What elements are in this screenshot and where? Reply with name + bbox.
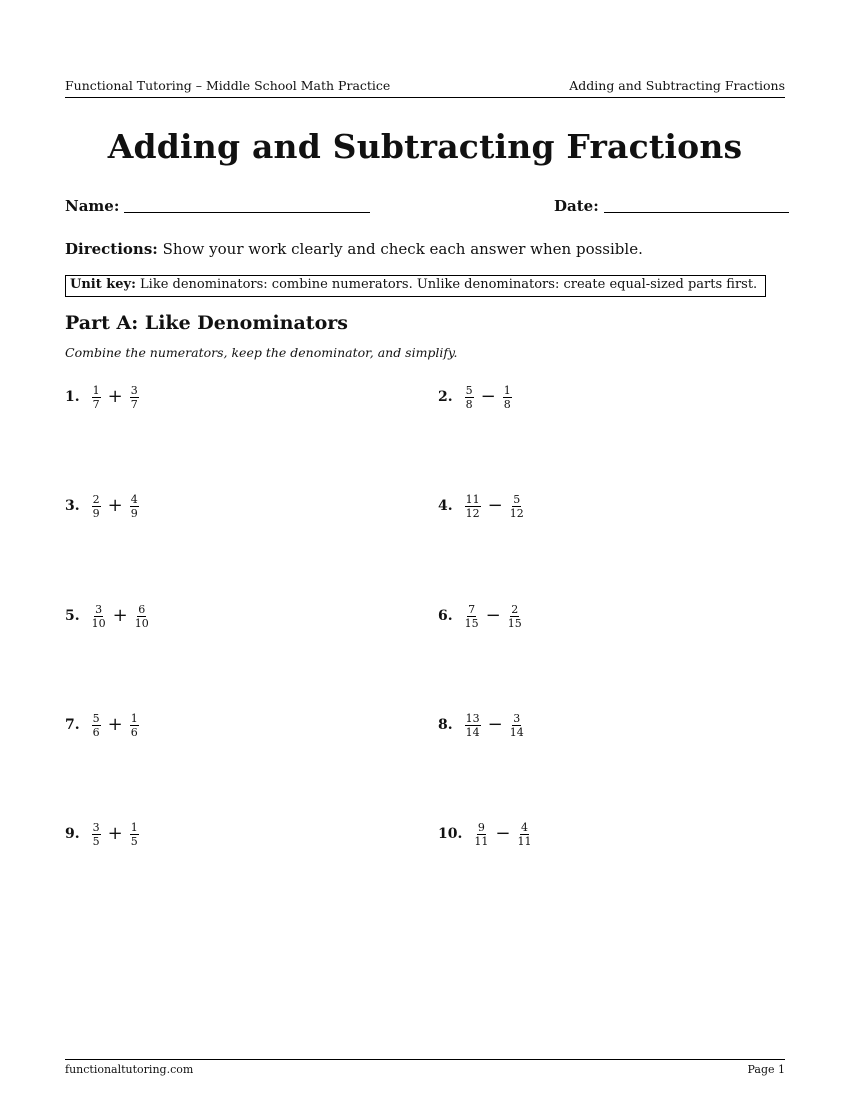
fraction-second (130, 385, 139, 410)
problem-number: 2. (438, 389, 453, 405)
denominator: 9 (130, 506, 138, 520)
fraction-first (465, 494, 481, 519)
problem-item (65, 819, 141, 849)
denominator: 7 (92, 397, 100, 411)
date-blank-line[interactable] (604, 197, 789, 213)
problem-item (438, 601, 524, 631)
problem-number: 1. (65, 389, 80, 405)
denominator: 10 (91, 616, 106, 630)
directions-label: Directions: (65, 240, 158, 258)
operator: + (112, 605, 128, 626)
date-field[interactable] (554, 197, 789, 215)
numerator: 1 (130, 711, 138, 725)
problem-item (65, 601, 151, 631)
numerator: 1 (130, 820, 138, 834)
denominator: 5 (130, 834, 138, 848)
denominator: 6 (130, 725, 138, 739)
fraction-first (465, 604, 479, 629)
numerator: 6 (138, 602, 146, 616)
part-a-subtitle: Combine the numerators, keep the denominator, and simplify. (65, 345, 458, 360)
operator: − (485, 605, 501, 626)
operator: − (487, 714, 503, 735)
denominator: 14 (509, 725, 524, 739)
part-a-heading: Part A: Like Denominators (65, 312, 348, 334)
date-label: Date: (554, 197, 599, 215)
numerator: 9 (477, 820, 485, 834)
name-blank-line[interactable] (124, 197, 370, 213)
denominator: 15 (464, 616, 479, 630)
numerator: 3 (130, 383, 138, 397)
operator: + (107, 823, 123, 844)
numerator: 5 (465, 383, 473, 397)
problem-number: 8. (438, 717, 453, 733)
operator: + (107, 386, 123, 407)
unit-key-box (65, 275, 766, 297)
problem-item (438, 710, 526, 740)
operator: + (107, 495, 123, 516)
fraction-second (130, 713, 139, 738)
denominator: 11 (474, 834, 489, 848)
unit-key-text: Like denominators: combine numerators. Unlike denominators: create equal-sized parts first. (135, 277, 758, 292)
numerator: 11 (465, 492, 480, 506)
numerator: 3 (95, 602, 103, 616)
fraction-first (474, 822, 488, 847)
problem-item (65, 710, 141, 740)
fraction-first (92, 713, 101, 738)
numerator: 3 (92, 820, 100, 834)
numerator: 4 (520, 820, 528, 834)
directions-text: Show your work clearly and check each answer when possible. (157, 240, 643, 258)
fraction-first (92, 494, 101, 519)
operator: − (495, 823, 511, 844)
problem-number: 5. (65, 608, 80, 624)
numerator: 3 (513, 711, 521, 725)
fraction-second (135, 604, 149, 629)
operator: − (487, 495, 503, 516)
problem-number: 4. (438, 498, 453, 514)
numerator: 2 (511, 602, 519, 616)
denominator: 8 (503, 397, 511, 411)
problem-item (438, 491, 526, 521)
problem-number: 7. (65, 717, 80, 733)
operator: + (107, 714, 123, 735)
problem-number: 6. (438, 608, 453, 624)
numerator: 5 (513, 492, 521, 506)
problem-number: 10. (438, 826, 463, 842)
fraction-first (465, 385, 474, 410)
denominator: 15 (507, 616, 522, 630)
numerator: 5 (92, 711, 100, 725)
name-label: Name: (65, 197, 120, 215)
denominator: 7 (130, 397, 138, 411)
operator: − (480, 386, 496, 407)
header-topic-title: Adding and Subtracting Fractions (569, 78, 785, 93)
footer-page-number: Page 1 (747, 1063, 785, 1076)
denominator: 8 (465, 397, 473, 411)
fraction-second (510, 494, 524, 519)
fraction-second (517, 822, 531, 847)
denominator: 12 (465, 506, 480, 520)
denominator: 14 (465, 725, 480, 739)
problem-item (65, 382, 141, 412)
numerator: 7 (468, 602, 476, 616)
problem-number: 3. (65, 498, 80, 514)
numerator: 1 (503, 383, 511, 397)
denominator: 10 (134, 616, 149, 630)
name-field[interactable] (65, 197, 370, 215)
problem-number: 9. (65, 826, 80, 842)
unit-key-label: Unit key: (70, 277, 136, 292)
fraction-first (92, 822, 101, 847)
fraction-first (92, 385, 101, 410)
fraction-second (510, 713, 524, 738)
fraction-second (508, 604, 522, 629)
fraction-first (465, 713, 481, 738)
problem-item (438, 819, 533, 849)
page-header (65, 78, 785, 98)
numerator: 4 (130, 492, 138, 506)
numerator: 2 (92, 492, 100, 506)
numerator: 13 (465, 711, 480, 725)
denominator: 6 (92, 725, 100, 739)
problem-item (438, 382, 514, 412)
footer-website: functionaltutoring.com (65, 1063, 194, 1076)
fraction-second (503, 385, 512, 410)
fraction-second (130, 822, 139, 847)
numerator: 1 (92, 383, 100, 397)
header-course-title: Functional Tutoring – Middle School Math Practice (65, 78, 391, 93)
denominator: 12 (509, 506, 524, 520)
directions (65, 240, 643, 258)
page-footer (65, 1059, 785, 1076)
problem-item (65, 491, 141, 521)
denominator: 11 (517, 834, 532, 848)
page-title: Adding and Subtracting Fractions (107, 127, 743, 166)
fraction-first (92, 604, 106, 629)
denominator: 9 (92, 506, 100, 520)
denominator: 5 (92, 834, 100, 848)
fraction-second (130, 494, 139, 519)
